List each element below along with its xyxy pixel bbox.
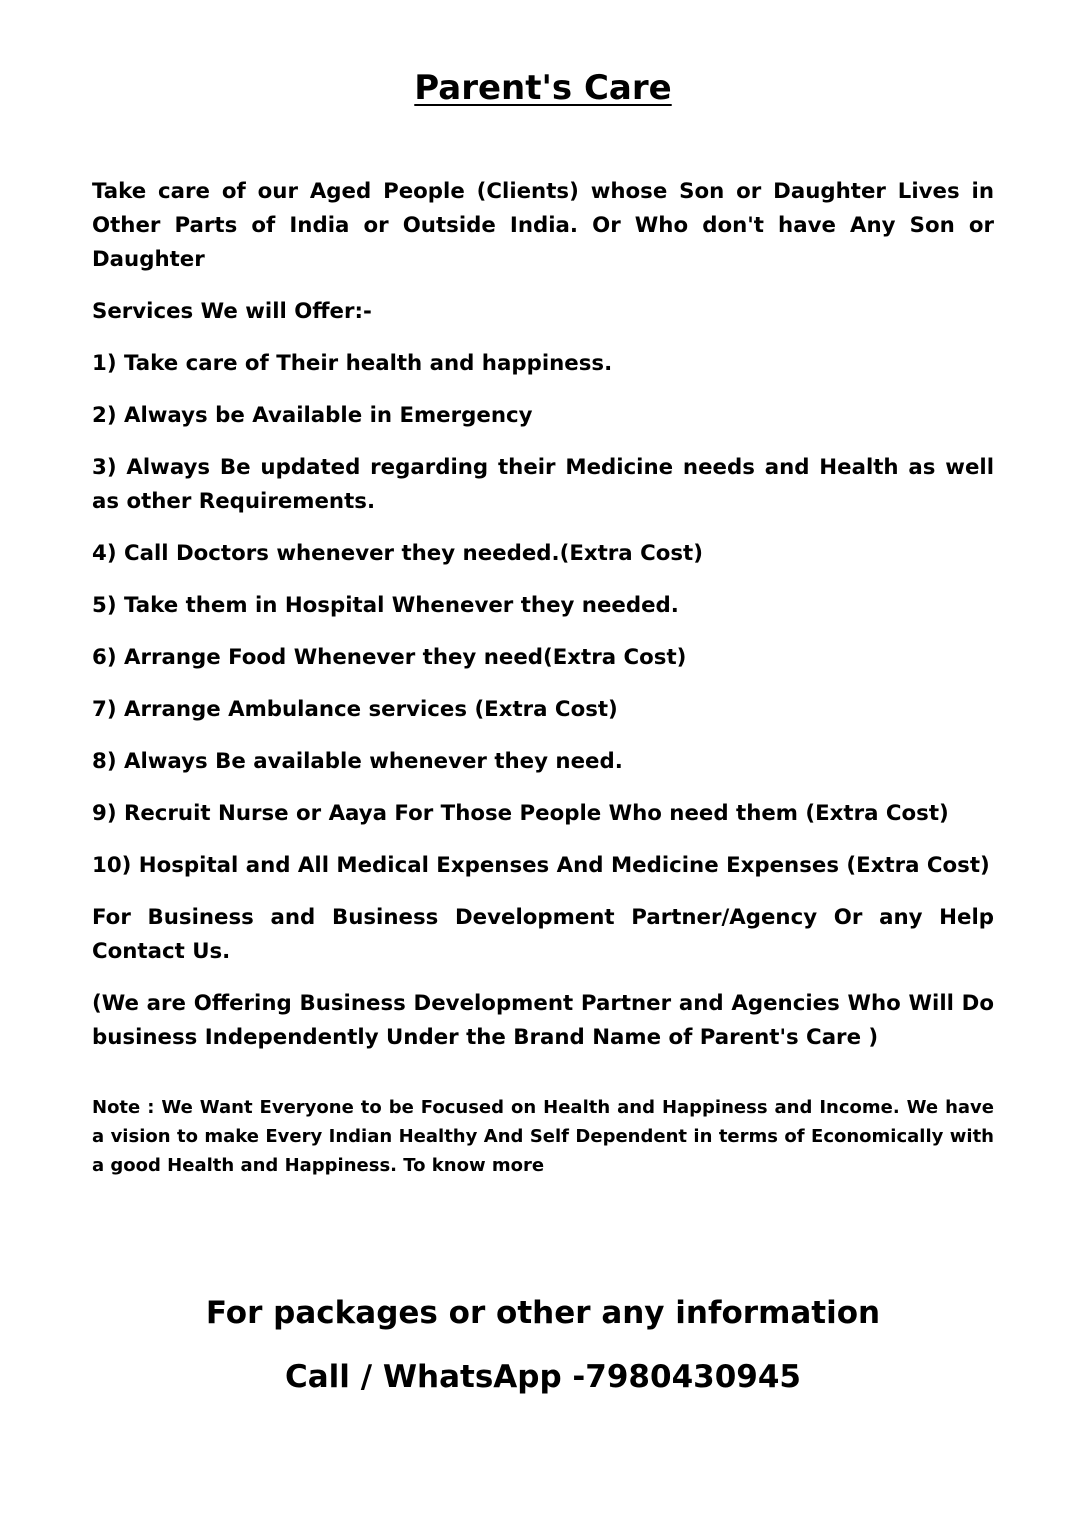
- page-title: Parent's Care: [414, 68, 672, 108]
- service-item-3: 3) Always Be updated regarding their Medicine needs and Health as well as other Requirements.: [92, 455, 994, 514]
- service-item-8: 8) Always Be available whenever they need.: [92, 749, 623, 774]
- document-body: [92, 175, 994, 1180]
- note-paragraph: Note : We Want Everyone to be Focused on Health and Happiness and Income. We have a vision to make Every Indian Healthy And Self Dependent in terms of Economically with a good Health and Happiness. To know more: [92, 1097, 994, 1176]
- partner-paragraph: For Business and Business Development Partner/Agency Or any Help Contact Us.: [92, 905, 994, 964]
- offer-paragraph: (We are Offering Business Development Partner and Agencies Who Will Do business Independently Under the Brand Name of Parent's Care ): [92, 991, 994, 1050]
- service-item-10: 10) Hospital and All Medical Expenses And Medicine Expenses (Extra Cost): [92, 853, 990, 878]
- services-heading: Services We will Offer:-: [92, 299, 372, 324]
- service-item-7: 7) Arrange Ambulance services (Extra Cost): [92, 697, 618, 722]
- service-item-9: 9) Recruit Nurse or Aaya For Those People Who need them (Extra Cost): [92, 801, 949, 826]
- service-item-5: 5) Take them in Hospital Whenever they needed.: [92, 593, 679, 618]
- intro-paragraph: Take care of our Aged People (Clients) whose Son or Daughter Lives in Other Parts of India or Outside India. Or Who don't have Any Son or Daughter: [92, 179, 994, 272]
- service-item-2: 2) Always be Available in Emergency: [92, 403, 533, 428]
- packages-info-line: For packages or other any information: [205, 1295, 881, 1331]
- contact-phone-line: Call / WhatsApp -7980430945: [284, 1359, 801, 1395]
- service-item-1: 1) Take care of Their health and happiness.: [92, 351, 613, 376]
- service-item-6: 6) Arrange Food Whenever they need(Extra Cost): [92, 645, 687, 670]
- service-item-4: 4) Call Doctors whenever they needed.(Extra Cost): [92, 541, 703, 566]
